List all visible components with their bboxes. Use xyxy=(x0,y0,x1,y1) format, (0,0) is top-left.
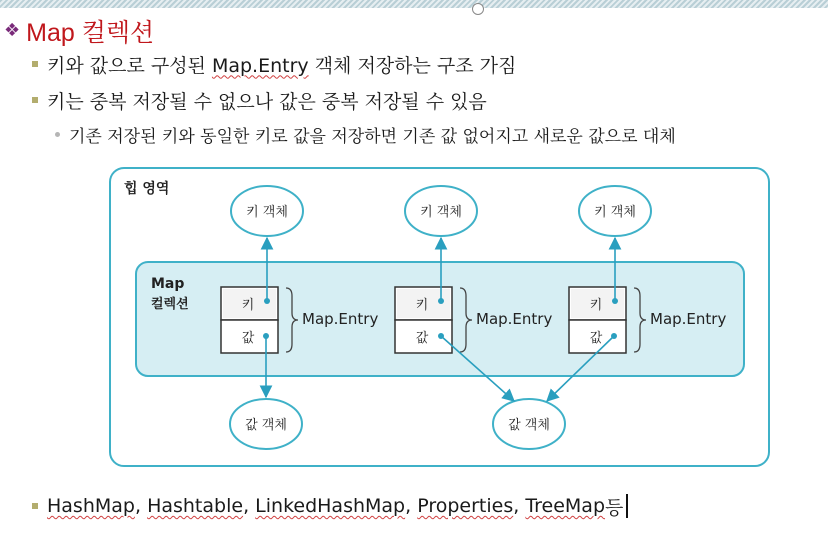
bullet-implementations[interactable] xyxy=(32,492,628,520)
implementations-suffix: 등 xyxy=(605,496,624,519)
implementation-name: Hashtable xyxy=(147,495,244,517)
value-cell: 값 xyxy=(415,331,429,346)
entry-label: Map.Entry xyxy=(302,310,379,328)
key-object-3 xyxy=(579,186,651,236)
entry-label: Map.Entry xyxy=(650,310,727,328)
key-object-label: 키 객체 xyxy=(420,205,462,220)
implementation-name: TreeMap xyxy=(525,495,606,517)
bullet1-post: 객체 저장하는 구조 가짐 xyxy=(308,54,517,77)
collection-label: 컬렉션 xyxy=(151,297,189,312)
diamond-bullet-icon: ❖ xyxy=(4,20,21,41)
implementations-list: HashMap, Hashtable, LinkedHashMap, Properties, TreeMap xyxy=(47,495,606,517)
value-cell: 값 xyxy=(241,331,255,346)
bullet2-text: 키는 중복 저장될 수 없으나 값은 중복 저장될 수 있음 xyxy=(47,90,487,113)
value-object-2 xyxy=(493,399,565,449)
slide-title[interactable]: Map 컬렉션 xyxy=(26,19,155,47)
key-cell: 키 xyxy=(589,298,603,313)
value-object-1 xyxy=(230,399,302,449)
sub-bullet-text: 기존 저장된 키와 동일한 키로 값을 저장하면 기존 값 없어지고 새로운 값으로 대체 xyxy=(69,126,676,147)
heap-area-label: 힙 영역 xyxy=(124,181,170,197)
key-object-2 xyxy=(405,186,477,236)
value-cell: 값 xyxy=(589,331,603,346)
bullet1-pre: 키와 값으로 구성된 xyxy=(47,54,212,77)
value-object-label: 값 객체 xyxy=(508,418,550,433)
text-cursor xyxy=(626,494,628,518)
key-object-label: 키 객체 xyxy=(246,205,288,220)
square-bullet-icon xyxy=(32,503,38,509)
bullet1-term: Map.Entry xyxy=(211,54,309,77)
implementation-name: LinkedHashMap xyxy=(255,495,406,517)
key-object-label: 키 객체 xyxy=(594,205,636,220)
key-cell: 키 xyxy=(241,298,255,313)
key-cell: 키 xyxy=(415,298,429,313)
value-object-label: 값 객체 xyxy=(245,418,287,433)
implementation-name: Properties xyxy=(417,495,514,517)
key-object-1 xyxy=(231,186,303,236)
entry-label: Map.Entry xyxy=(476,310,553,328)
implementation-name: HashMap xyxy=(47,495,135,517)
map-label: Map xyxy=(151,276,185,292)
